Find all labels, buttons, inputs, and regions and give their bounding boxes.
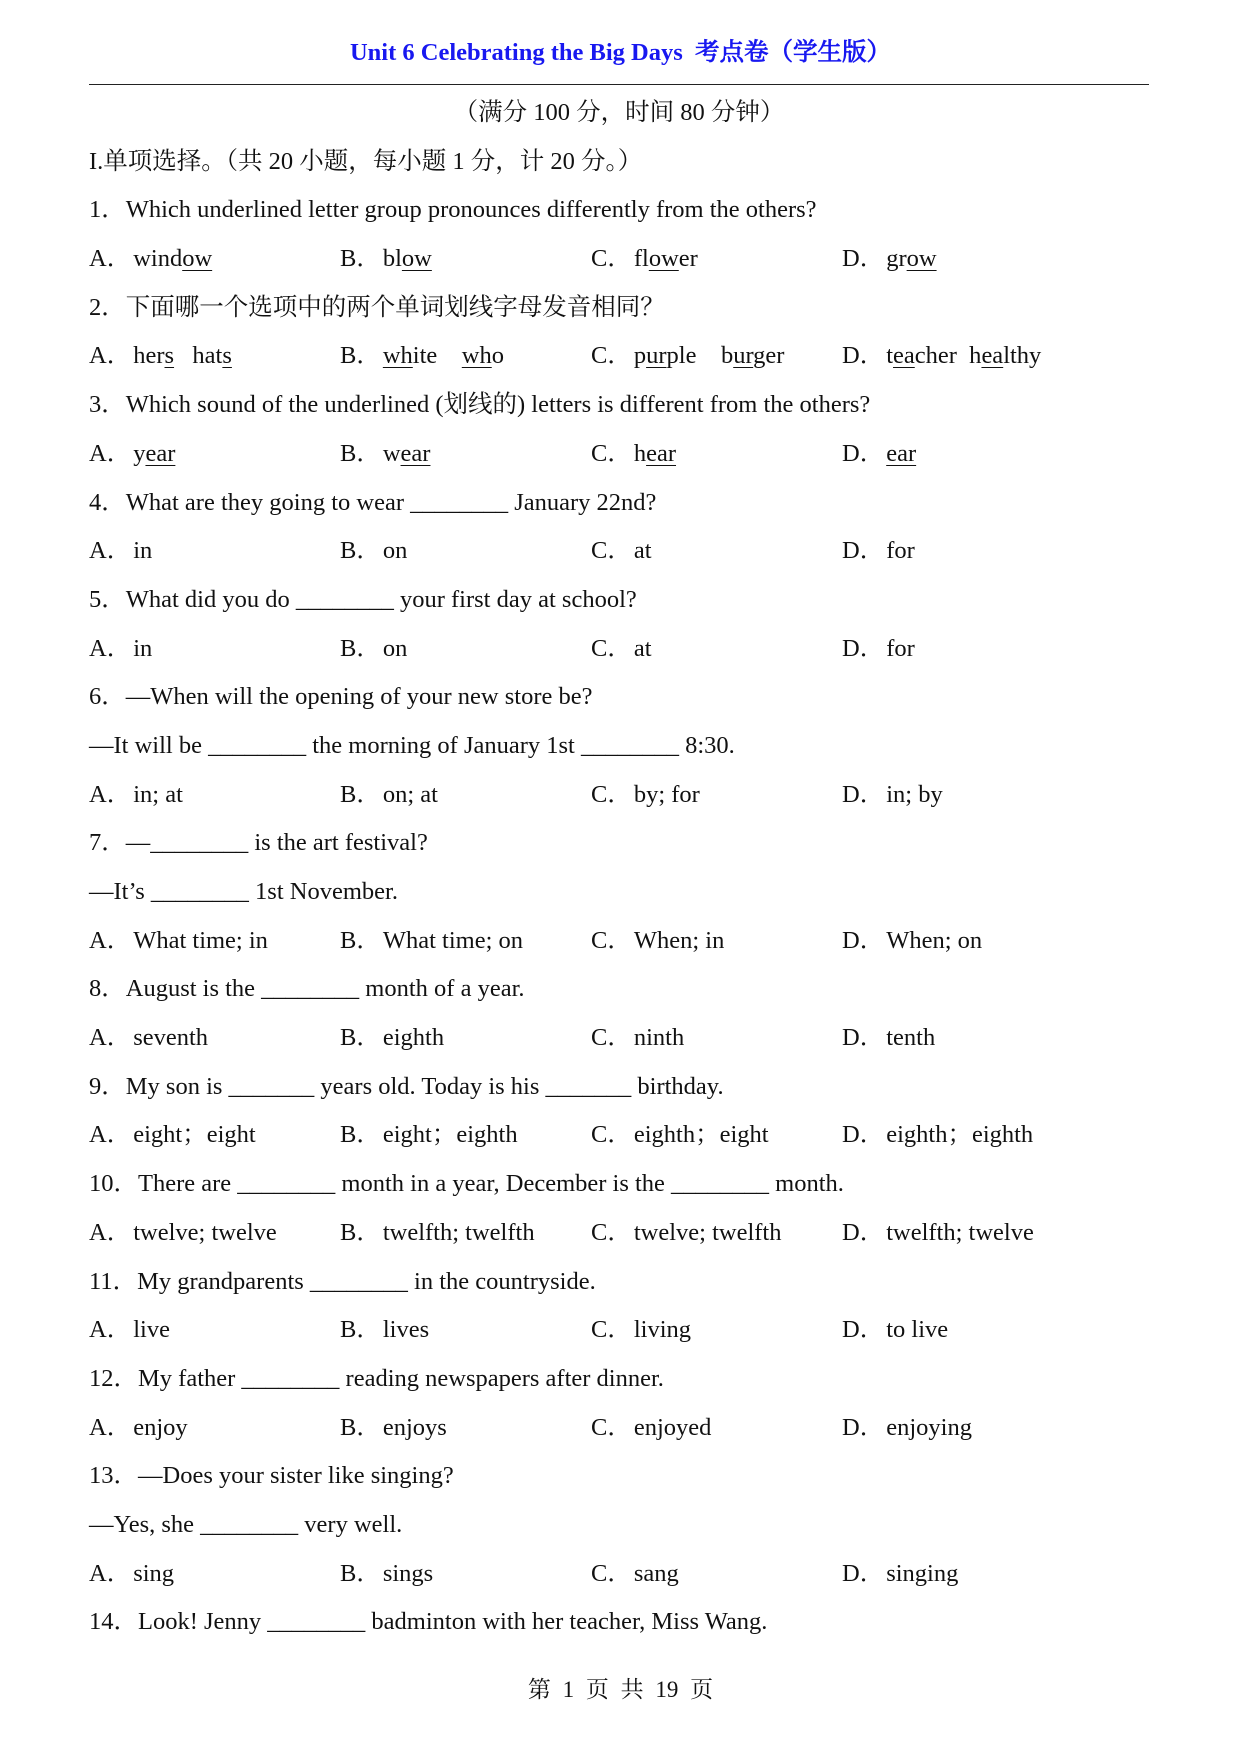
option-text: in; at: [133, 780, 183, 808]
option-label: C．: [591, 1218, 632, 1246]
option-text: for: [886, 634, 915, 662]
option-text: [634, 342, 785, 369]
option-text-part: gr: [886, 245, 907, 273]
option-text: twelfth; twelve: [886, 1218, 1034, 1246]
option-text: [886, 342, 1041, 369]
option-label: B．: [340, 1413, 381, 1441]
option-text-part: hat: [174, 342, 223, 370]
option-label: B．: [340, 1218, 381, 1246]
option-a: [89, 430, 340, 479]
option-label: C．: [591, 1559, 632, 1587]
option-label: B．: [340, 1559, 381, 1587]
option-d: [842, 771, 1093, 820]
option-c: [591, 625, 842, 674]
option-text-part: her: [133, 342, 165, 370]
option-a: [89, 1404, 340, 1453]
option-label: D．: [842, 1218, 885, 1246]
option-text: [886, 245, 936, 272]
option-label: D．: [842, 634, 885, 662]
exam-content: [89, 89, 1149, 1647]
question-stem: 6．—When will the opening of your new store be?: [89, 683, 593, 711]
options-row: [89, 625, 1149, 674]
option-label: B．: [340, 245, 381, 273]
option-label: C．: [591, 1024, 632, 1052]
option-text: twelve; twelve: [133, 1218, 277, 1246]
option-label: B．: [340, 926, 381, 954]
option-text: What time; in: [133, 926, 268, 954]
option-label: A．: [89, 1121, 132, 1149]
option-label: D．: [842, 245, 885, 273]
question-stem: 10．There are ________ month in a year, December is the ________ month.: [89, 1170, 844, 1198]
underlined-letters: ea: [893, 342, 915, 370]
option-text-part: er: [678, 245, 698, 273]
option-label: A．: [89, 1218, 132, 1246]
option-c: [591, 1209, 842, 1258]
option-b: [340, 332, 591, 381]
option-text: enjoy: [133, 1413, 188, 1441]
option-text: [634, 440, 676, 467]
option-text: tenth: [886, 1024, 936, 1052]
question-stem: 13．—Does your sister like singing?: [89, 1462, 454, 1490]
option-label: A．: [89, 926, 132, 954]
option-text: on: [382, 537, 408, 565]
option-b: [340, 1209, 591, 1258]
option-b: [340, 430, 591, 479]
option-text-part: w: [382, 439, 401, 467]
underlined-letters: s: [222, 342, 232, 370]
option-text-part: wind: [133, 245, 183, 273]
option-label: D．: [842, 1559, 885, 1587]
option-label: C．: [591, 1316, 632, 1344]
document-title: Unit 6 Celebrating the Big Days 考点卷（学生版）: [349, 39, 892, 66]
underlined-letters: ear: [646, 439, 677, 467]
option-c: [591, 771, 842, 820]
option-label: D．: [842, 780, 885, 808]
option-text: [383, 342, 504, 369]
underlined-letters: ow: [401, 245, 432, 273]
option-text: to live: [886, 1316, 949, 1344]
question-stem: 5．What did you do ________ your first day at school?: [89, 585, 637, 613]
option-label: D．: [842, 926, 885, 954]
option-label: D．: [842, 1413, 885, 1441]
question-dialogue-line: —It’s ________ 1st November.: [89, 878, 398, 905]
underlined-letters: ear: [145, 439, 176, 467]
option-d: [842, 1550, 1093, 1599]
option-label: C．: [591, 780, 632, 808]
option-text: [886, 440, 916, 467]
option-label: A．: [89, 1316, 132, 1344]
option-text: lives: [382, 1316, 430, 1344]
options-row: [89, 917, 1149, 966]
page-footer: 第 1 页 共 19 页: [527, 1677, 714, 1702]
option-text-part: lthy: [1003, 342, 1042, 370]
option-label: A．: [89, 245, 132, 273]
option-label: D．: [842, 1316, 885, 1344]
option-a: [89, 625, 340, 674]
option-text: in: [133, 537, 153, 565]
option-label: C．: [591, 537, 632, 565]
option-text: by; for: [633, 780, 700, 808]
option-text: [133, 440, 175, 467]
option-b: [340, 1404, 591, 1453]
option-label: A．: [89, 780, 132, 808]
option-c: [591, 917, 842, 966]
option-text-part: ger: [753, 342, 785, 370]
underlined-letters: ow: [906, 245, 937, 273]
options-row: [89, 235, 1149, 284]
option-text: enjoys: [382, 1413, 447, 1441]
options-row: [89, 771, 1149, 820]
option-label: C．: [591, 245, 632, 273]
underlined-letters: ow: [648, 245, 679, 273]
option-text-part: y: [133, 439, 146, 467]
option-text: eighth；eighth: [886, 1121, 1034, 1149]
option-label: B．: [340, 780, 381, 808]
options-row: [89, 527, 1149, 576]
option-d: [842, 1209, 1093, 1258]
option-label: C．: [591, 1413, 632, 1441]
option-text: [383, 245, 432, 272]
option-text: sang: [633, 1559, 679, 1587]
option-d: [842, 625, 1093, 674]
option-text-part: bl: [382, 245, 402, 273]
option-text: When; on: [886, 926, 983, 954]
option-c: [591, 430, 842, 479]
underlined-letters: wh: [461, 342, 492, 370]
underlined-letters: ear: [886, 439, 917, 467]
options-row: [89, 1209, 1149, 1258]
underlined-letters: ur: [733, 342, 754, 370]
option-a: [89, 235, 340, 284]
option-a: [89, 1306, 340, 1355]
option-b: [340, 917, 591, 966]
option-label: A．: [89, 1413, 132, 1441]
option-text: [383, 440, 431, 467]
question-dialogue-line: —Yes, she ________ very well.: [89, 1510, 403, 1538]
option-label: D．: [842, 537, 885, 565]
question-stem: 8．August is the ________ month of a year.: [89, 975, 525, 1003]
option-c: [591, 235, 842, 284]
options-row: [89, 332, 1149, 381]
option-text: living: [633, 1316, 692, 1344]
underlined-letters: s: [164, 342, 175, 370]
option-label: B．: [340, 1316, 381, 1344]
option-c: [591, 332, 842, 381]
option-c: [591, 527, 842, 576]
option-a: [89, 917, 340, 966]
question-stem: 1．Which underlined letter group pronounces differently from the others?: [89, 196, 817, 224]
option-text: What time; on: [382, 926, 524, 954]
question-stem: 4．What are they going to wear ________ January 22nd?: [89, 488, 657, 516]
option-a: [89, 771, 340, 820]
option-text: live: [133, 1316, 170, 1344]
option-text-part: ite: [412, 342, 462, 370]
option-text: twelfth; twelfth: [382, 1218, 535, 1246]
option-a: [89, 1111, 340, 1160]
option-b: [340, 235, 591, 284]
option-c: [591, 1306, 842, 1355]
options-row: [89, 1111, 1149, 1160]
option-label: A．: [89, 1559, 132, 1587]
options-row: [89, 1404, 1149, 1453]
option-text: on: [382, 634, 408, 662]
option-text: [634, 245, 698, 272]
option-c: [591, 1111, 842, 1160]
option-text: ninth: [633, 1024, 685, 1052]
option-d: [842, 1404, 1093, 1453]
option-label: D．: [842, 1121, 885, 1149]
option-label: A．: [89, 537, 132, 565]
option-text-part: t: [886, 342, 894, 370]
option-label: B．: [340, 1024, 381, 1052]
option-text: sings: [382, 1559, 434, 1587]
option-label: B．: [340, 1121, 381, 1149]
option-text: on; at: [382, 780, 438, 808]
option-label: B．: [340, 537, 381, 565]
option-text: enjoying: [886, 1413, 972, 1441]
option-label: A．: [89, 634, 132, 662]
option-b: [340, 771, 591, 820]
option-text-part: fl: [633, 245, 649, 273]
option-a: [89, 1209, 340, 1258]
option-label: D．: [842, 342, 885, 370]
option-label: D．: [842, 439, 885, 467]
question-dialogue-line: —It will be ________ the morning of January 1st ________ 8:30.: [89, 731, 735, 759]
question-stem: 2．下面哪一个选项中的两个单词划线字母发音相同？: [89, 293, 665, 321]
option-d: [842, 527, 1093, 576]
option-label: A．: [89, 439, 132, 467]
option-c: [591, 1550, 842, 1599]
option-label: D．: [842, 1024, 885, 1052]
option-label: B．: [340, 439, 381, 467]
option-a: [89, 1550, 340, 1599]
options-row: [89, 1550, 1149, 1599]
option-c: [591, 1014, 842, 1063]
option-text: twelve; twelfth: [633, 1218, 782, 1246]
question-stem: 14．Look! Jenny ________ badminton with her teacher, Miss Wang.: [89, 1608, 768, 1636]
underlined-letters: ow: [182, 245, 213, 273]
option-label: C．: [591, 1121, 632, 1149]
option-text: singing: [886, 1559, 959, 1587]
section-heading: I.单项选择。（共 20 小题，每小题 1 分，计 20 分。）: [89, 147, 643, 175]
option-a: [89, 332, 340, 381]
option-b: [340, 1550, 591, 1599]
underlined-letters: ear: [400, 439, 431, 467]
option-text: in: [133, 634, 153, 662]
option-text-part: cher h: [914, 342, 982, 370]
option-b: [340, 1306, 591, 1355]
options-row: [89, 430, 1149, 479]
option-text: [133, 342, 232, 369]
option-d: [842, 1014, 1093, 1063]
options-row: [89, 1014, 1149, 1063]
option-text: at: [633, 634, 652, 662]
option-d: [842, 332, 1093, 381]
underlined-letters: wh: [382, 342, 413, 370]
option-text: seventh: [133, 1024, 209, 1052]
underlined-letters: ur: [646, 342, 667, 370]
option-label: C．: [591, 342, 632, 370]
option-text: sing: [133, 1559, 175, 1587]
option-label: B．: [340, 634, 381, 662]
option-text-part: p: [633, 342, 647, 370]
options-row: [89, 1306, 1149, 1355]
option-text-part: o: [491, 342, 504, 370]
option-d: [842, 917, 1093, 966]
option-label: A．: [89, 1024, 132, 1052]
option-b: [340, 1014, 591, 1063]
option-d: [842, 1111, 1093, 1160]
option-b: [340, 625, 591, 674]
option-d: [842, 235, 1093, 284]
option-text: When; in: [633, 926, 725, 954]
option-label: C．: [591, 926, 632, 954]
option-text-part: ple b: [666, 342, 734, 370]
exam-subtitle: （满分 100 分，时间 80 分钟）: [453, 99, 785, 126]
option-text: eighth；eight: [633, 1121, 769, 1149]
option-text: at: [633, 537, 652, 565]
option-a: [89, 527, 340, 576]
option-d: [842, 1306, 1093, 1355]
option-text: [133, 245, 212, 272]
option-label: C．: [591, 634, 632, 662]
option-label: B．: [340, 342, 381, 370]
option-text: enjoyed: [633, 1413, 712, 1441]
option-a: [89, 1014, 340, 1063]
option-d: [842, 430, 1093, 479]
header-divider: [89, 84, 1149, 85]
option-c: [591, 1404, 842, 1453]
option-text: eight；eighth: [382, 1121, 518, 1149]
option-text: eight；eight: [133, 1121, 256, 1149]
question-stem: 12．My father ________ reading newspapers after dinner.: [89, 1364, 664, 1392]
question-stem: 7．—________ is the art festival?: [89, 829, 428, 857]
question-stem: 9．My son is _______ years old. Today is his _______ birthday.: [89, 1072, 724, 1100]
question-stem: 11．My grandparents ________ in the countryside.: [89, 1267, 596, 1295]
option-label: C．: [591, 439, 632, 467]
underlined-letters: ea: [981, 342, 1004, 370]
option-b: [340, 527, 591, 576]
option-label: A．: [89, 342, 132, 370]
option-b: [340, 1111, 591, 1160]
option-text: in; by: [886, 780, 943, 808]
question-stem: 3．Which sound of the underlined (划线的) letters is different from the others?: [89, 391, 871, 419]
option-text: for: [886, 537, 915, 565]
option-text-part: h: [633, 439, 647, 467]
option-text: eighth: [382, 1024, 445, 1052]
